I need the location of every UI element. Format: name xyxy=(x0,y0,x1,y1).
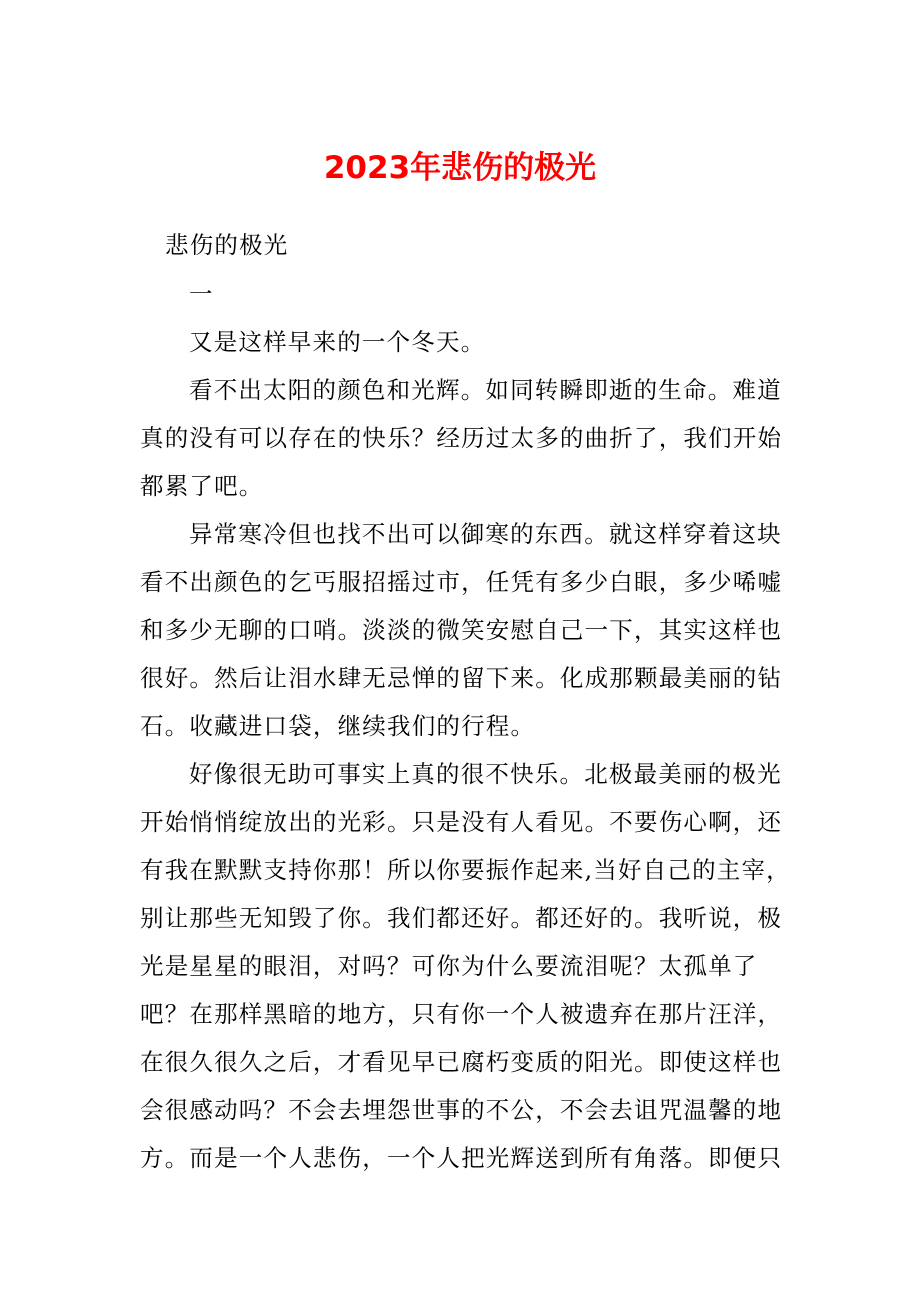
text-line: 真的没有可以存在的快乐？经历过太多的曲折了，我们开始 xyxy=(140,424,783,452)
text-line: 和多少无聊的口哨。淡淡的微笑安慰自己一下，其实这样也 xyxy=(140,616,783,644)
text-line: 有我在默默支持你那！所以你要振作起来,当好自己的主宰， xyxy=(140,856,791,884)
text-line: 吧？在那样黑暗的地方，只有你一个人被遗弃在那片汪洋， xyxy=(140,1000,783,1028)
text-line: 光是星星的眼泪，对吗？可你为什么要流泪呢？太孤单了 xyxy=(140,952,758,980)
section-marker: 一 xyxy=(189,280,214,308)
text-line: 开始悄悄绽放出的光彩。只是没有人看见。不要伤心啊，还 xyxy=(140,808,783,836)
text-line: 方。而是一个人悲伤，一个人把光辉送到所有角落。即便只 xyxy=(140,1144,783,1172)
text-line: 好像很无助可事实上真的很不快乐。北极最美丽的极光 xyxy=(189,760,782,788)
text-line: 在很久很久之后，才看见早已腐朽变质的阳光。即使这样也 xyxy=(140,1048,783,1076)
document-title: 2023年悲伤的极光 xyxy=(323,150,597,186)
text-line: 别让那些无知毁了你。我们都还好。都还好的。我听说，极 xyxy=(140,904,783,932)
text-line: 看不出颜色的乞丐服招摇过市，任凭有多少白眼，多少唏嘘 xyxy=(140,568,783,596)
text-line: 都累了吧。 xyxy=(140,472,264,500)
text-line: 很好。然后让泪水肆无忌惮的留下来。化成那颗最美丽的钻 xyxy=(140,664,783,692)
text-line: 异常寒冷但也找不出可以御寒的东西。就这样穿着这块 xyxy=(189,520,782,548)
text-line: 又是这样早来的一个冬天。 xyxy=(189,328,486,356)
subtitle: 悲伤的极光 xyxy=(165,231,289,259)
text-line: 会很感动吗？不会去埋怨世事的不公，不会去诅咒温馨的地 xyxy=(140,1096,783,1124)
text-line: 看不出太阳的颜色和光辉。如同转瞬即逝的生命。难道 xyxy=(189,376,782,404)
text-line: 石。收藏进口袋，继续我们的行程。 xyxy=(140,712,536,740)
